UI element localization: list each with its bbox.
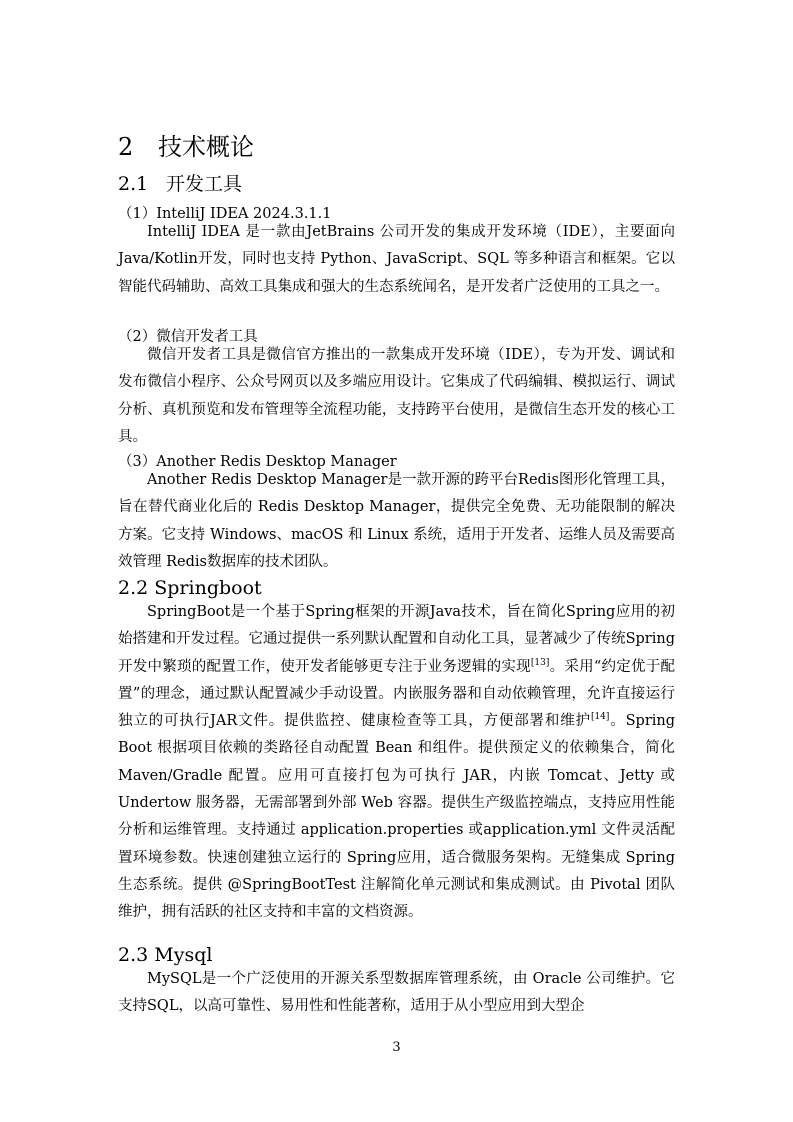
- chapter-heading: [118, 132, 254, 162]
- tool-1-description: IntelliJ IDEA 是一款由JetBrains 公司开发的集成开发环境（IDE），主要面向Java/Kotlin开发，同时也支持 Python、JavaScript、SQL 等多种语言和框架。它以智能代码辅助、高效工具集成和强大的生态系统闻名，是开发者广泛使用的工具之一。: [118, 224, 675, 295]
- section-number: 2.1: [118, 173, 149, 195]
- section-heading-2-3: 2.3 Mysql: [118, 944, 213, 966]
- tool-2-description: 微信开发者工具是微信官方推出的一款集成开发环境（IDE），专为开发、调试和发布微信小程序、公众号网页以及多端应用设计。它集成了代码编辑、模拟运行、调试分析、真机预览和发布管理等全流程功能，支持跨平台使用，是微信生态开发的核心工具。: [118, 347, 675, 445]
- tool-2-title: （2）微信开发者工具: [118, 329, 258, 345]
- citation-14: [14]: [590, 712, 610, 723]
- page-number: 3: [392, 1040, 401, 1055]
- mysql-paragraph: MySQL是一个广泛使用的开源关系型数据库管理系统，由 Oracle 公司维护。它支持SQL，以高可靠性、易用性和性能著称，适用于从小型应用到大型企: [118, 971, 675, 1015]
- springboot-text-a: SpringBoot是一个基于Spring框架的开源Java技术，旨在简化Spring应用的初始搭建和开发过程。它通过提供一系列默认配置和自动化工具，显著减少了传统Spring开发中繁琐的配置工作，使开发者能够更专注于业务逻辑的实现: [118, 604, 675, 675]
- section-title: 开发工具: [166, 173, 243, 195]
- springboot-text-c: 。Spring Boot 根据项目依赖的类路径自动配置 Bean 和组件。提供预定义的依赖集合，简化 Maven/Gradle 配置。应用可直接打包为可执行 JAR，内嵌 Tomcat、Jetty 或 Undertow 服务器，无需部署到外部 Web 容器。提供生产级监控端点，支持应用性能分析和运维管理。支持通过 application.properties 或application.yml 文件灵活配置环境参数。快速创建独立运行的 Spring应用，适合微服务架构。无缝集成 Spring生态系统。提供 @SpringBootTest 注解简化单元测试和集成测试。由 Pivotal 团队维护，拥有活跃的社区支持和丰富的文档资源。: [118, 713, 676, 921]
- tool-3-title: （3）Another Redis Desktop Manager: [118, 454, 397, 470]
- chapter-number: 2: [118, 133, 134, 161]
- citation-13: [13]: [530, 657, 550, 668]
- section-heading-2-2: 2.2 Springboot: [118, 577, 262, 599]
- tool-3-description: Another Redis Desktop Manager是一款开源的跨平台Redis图形化管理工具，旨在替代商业化后的 Redis Desktop Manager，提供完全免费、无功能限制的解决方案。它支持 Windows、macOS 和 Linux 系统，适用于开发者、运维人员及需要高效管理 Redis数据库的技术团队。: [118, 472, 675, 570]
- chapter-title: 技术概论: [158, 133, 254, 161]
- springboot-text-b: 。采用“约定优于配置”的理念，通过默认配置减少手动设置。内嵌服务器和自动依赖管理，允许直接运行独立的可执行JAR文件。提供监控、健康检查等工具，方便部署和维护: [118, 658, 675, 730]
- section-heading-2-1: [118, 172, 242, 196]
- tool-1-title: （1）IntelliJ IDEA 2024.3.1.1: [118, 206, 332, 222]
- springboot-paragraph: [118, 599, 675, 927]
